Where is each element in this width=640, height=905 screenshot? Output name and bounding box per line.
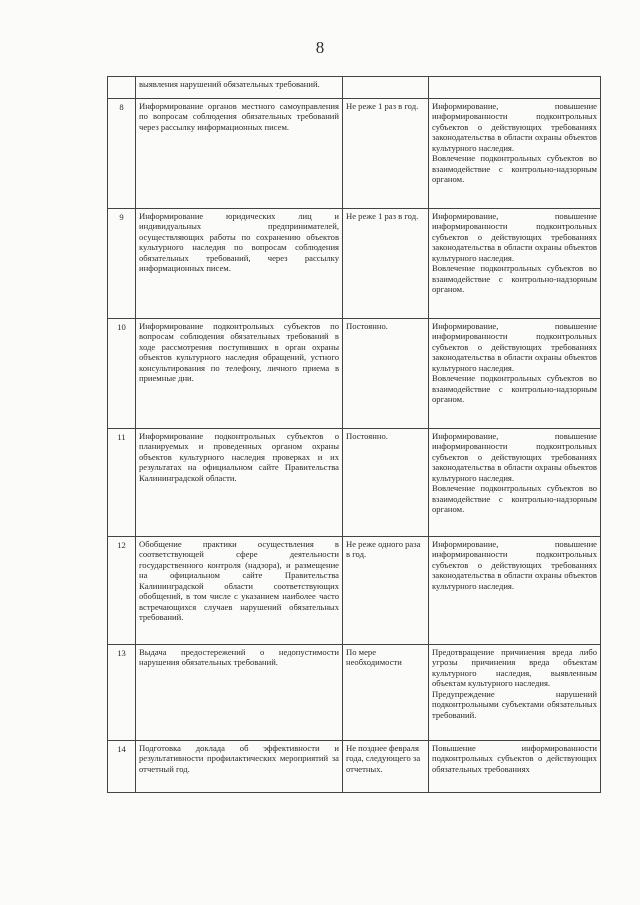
result-line: Информирование, повышение информированности подконтрольных субъектов о действующих требованиях законодательства в области охраны объектов культурного наследия. [432, 321, 597, 373]
result-line: Вовлечение подконтрольных субъектов во взаимодействие с контрольно-надзорным органом. [432, 483, 597, 515]
result-line: Информирование, повышение информированности подконтрольных субъектов о действующих требованиях законодательства в области охраны объектов культурного наследия. [432, 211, 597, 263]
result-line: Вовлечение подконтрольных субъектов во взаимодействие с контрольно-надзорным органом. [432, 373, 597, 405]
page-number: 8 [315, 38, 325, 57]
measure-text: Выдача предостережений о недопустимости нарушения обязательных требований. [136, 645, 343, 741]
result-cell [429, 741, 601, 793]
result-line: Повышение информированности подконтрольных субъектов о действующих обязательных требованиях [432, 743, 597, 774]
measure-text: Информирование подконтрольных субъектов по вопросам соблюдения обязательных требований в ходе рассмотрения поступивших в орган охраны объектов культурного наследия обращений, устного консультирования по телефону, личного приема в приемные дни. [136, 319, 343, 429]
table-row [108, 741, 601, 793]
term-text: По мере необходимости [343, 645, 429, 741]
result-cell [429, 645, 601, 741]
result-cell [429, 209, 601, 319]
result-line: Вовлечение подконтрольных субъектов во взаимодействие с контрольно-надзорным органом. [432, 153, 597, 185]
result-line: Информирование, повышение информированности подконтрольных субъектов о действующих требованиях законодательства в области охраны объектов культурного наследия. [432, 431, 597, 483]
row-number: 12 [108, 537, 136, 645]
result-line: Вовлечение подконтрольных субъектов во взаимодействие с контрольно-надзорным органом. [432, 263, 597, 295]
result-line: Информирование, повышение информированности подконтрольных субъектов о действующих требованиях законодательства в области охраны объектов культурного наследия. [432, 539, 597, 591]
table-row [108, 99, 601, 209]
measure-text: Информирование подконтрольных субъектов о планируемых и проведенных органом охраны объектов культурного наследия проверках и их результатах на официальном сайте Правительства Калининградской области. [136, 429, 343, 537]
measure-text: Информирование органов местного самоуправления по вопросам соблюдения обязательных требований через рассылку информационных писем. [136, 99, 343, 209]
table-row [108, 645, 601, 741]
measures-table [107, 76, 601, 793]
table-row [108, 429, 601, 537]
result-line: Предупреждение нарушений подконтрольными субъектами обязательных требований. [432, 688, 597, 720]
term-text [343, 77, 429, 99]
term-text: Постоянно. [343, 429, 429, 537]
result-cell [429, 77, 601, 99]
row-number: 8 [108, 99, 136, 209]
term-text: Не реже одного раза в год. [343, 537, 429, 645]
term-text: Постоянно. [343, 319, 429, 429]
measure-text: Подготовка доклада об эффективности и результативности профилактических мероприятий за отчетный год. [136, 741, 343, 793]
row-number: 14 [108, 741, 136, 793]
table-row [108, 537, 601, 645]
result-cell [429, 319, 601, 429]
table-row [108, 209, 601, 319]
row-number: 9 [108, 209, 136, 319]
result-cell [429, 537, 601, 645]
measure-text: Обобщение практики осуществления в соответствующей сфере деятельности государственного контроля (надзора), и размещение на официальном сайте Правительства Калининградской области соответствующих обобщений, в том числе с указанием наиболее часто встречающихся случаев нарушений обязательных требований. [136, 537, 343, 645]
row-number: 10 [108, 319, 136, 429]
result-line: Информирование, повышение информированности подконтрольных субъектов о действующих требованиях законодательства в области охраны объектов культурного наследия. [432, 101, 597, 153]
result-line: Предотвращение причинения вреда либо угрозы причинения вреда объектам культурного наследия, выявленным объектам культурного наследия. [432, 647, 597, 689]
row-number: 11 [108, 429, 136, 537]
table-row [108, 77, 601, 99]
result-cell [429, 429, 601, 537]
term-text: Не позднее февраля года, следующего за отчетных. [343, 741, 429, 793]
term-text: Не реже 1 раз в год. [343, 209, 429, 319]
row-number: 13 [108, 645, 136, 741]
measure-text: Информирование юридических лиц и индивидуальных предпринимателей, осуществляющих работы по сохранению объектов культурного наследия по вопросам соблюдения обязательных требований, через рассылку информационных писем. [136, 209, 343, 319]
result-cell [429, 99, 601, 209]
term-text: Не реже 1 раз в год. [343, 99, 429, 209]
table-row [108, 319, 601, 429]
row-number [108, 77, 136, 99]
measure-text: выявления нарушений обязательных требований. [136, 77, 343, 99]
table-body [108, 77, 601, 793]
